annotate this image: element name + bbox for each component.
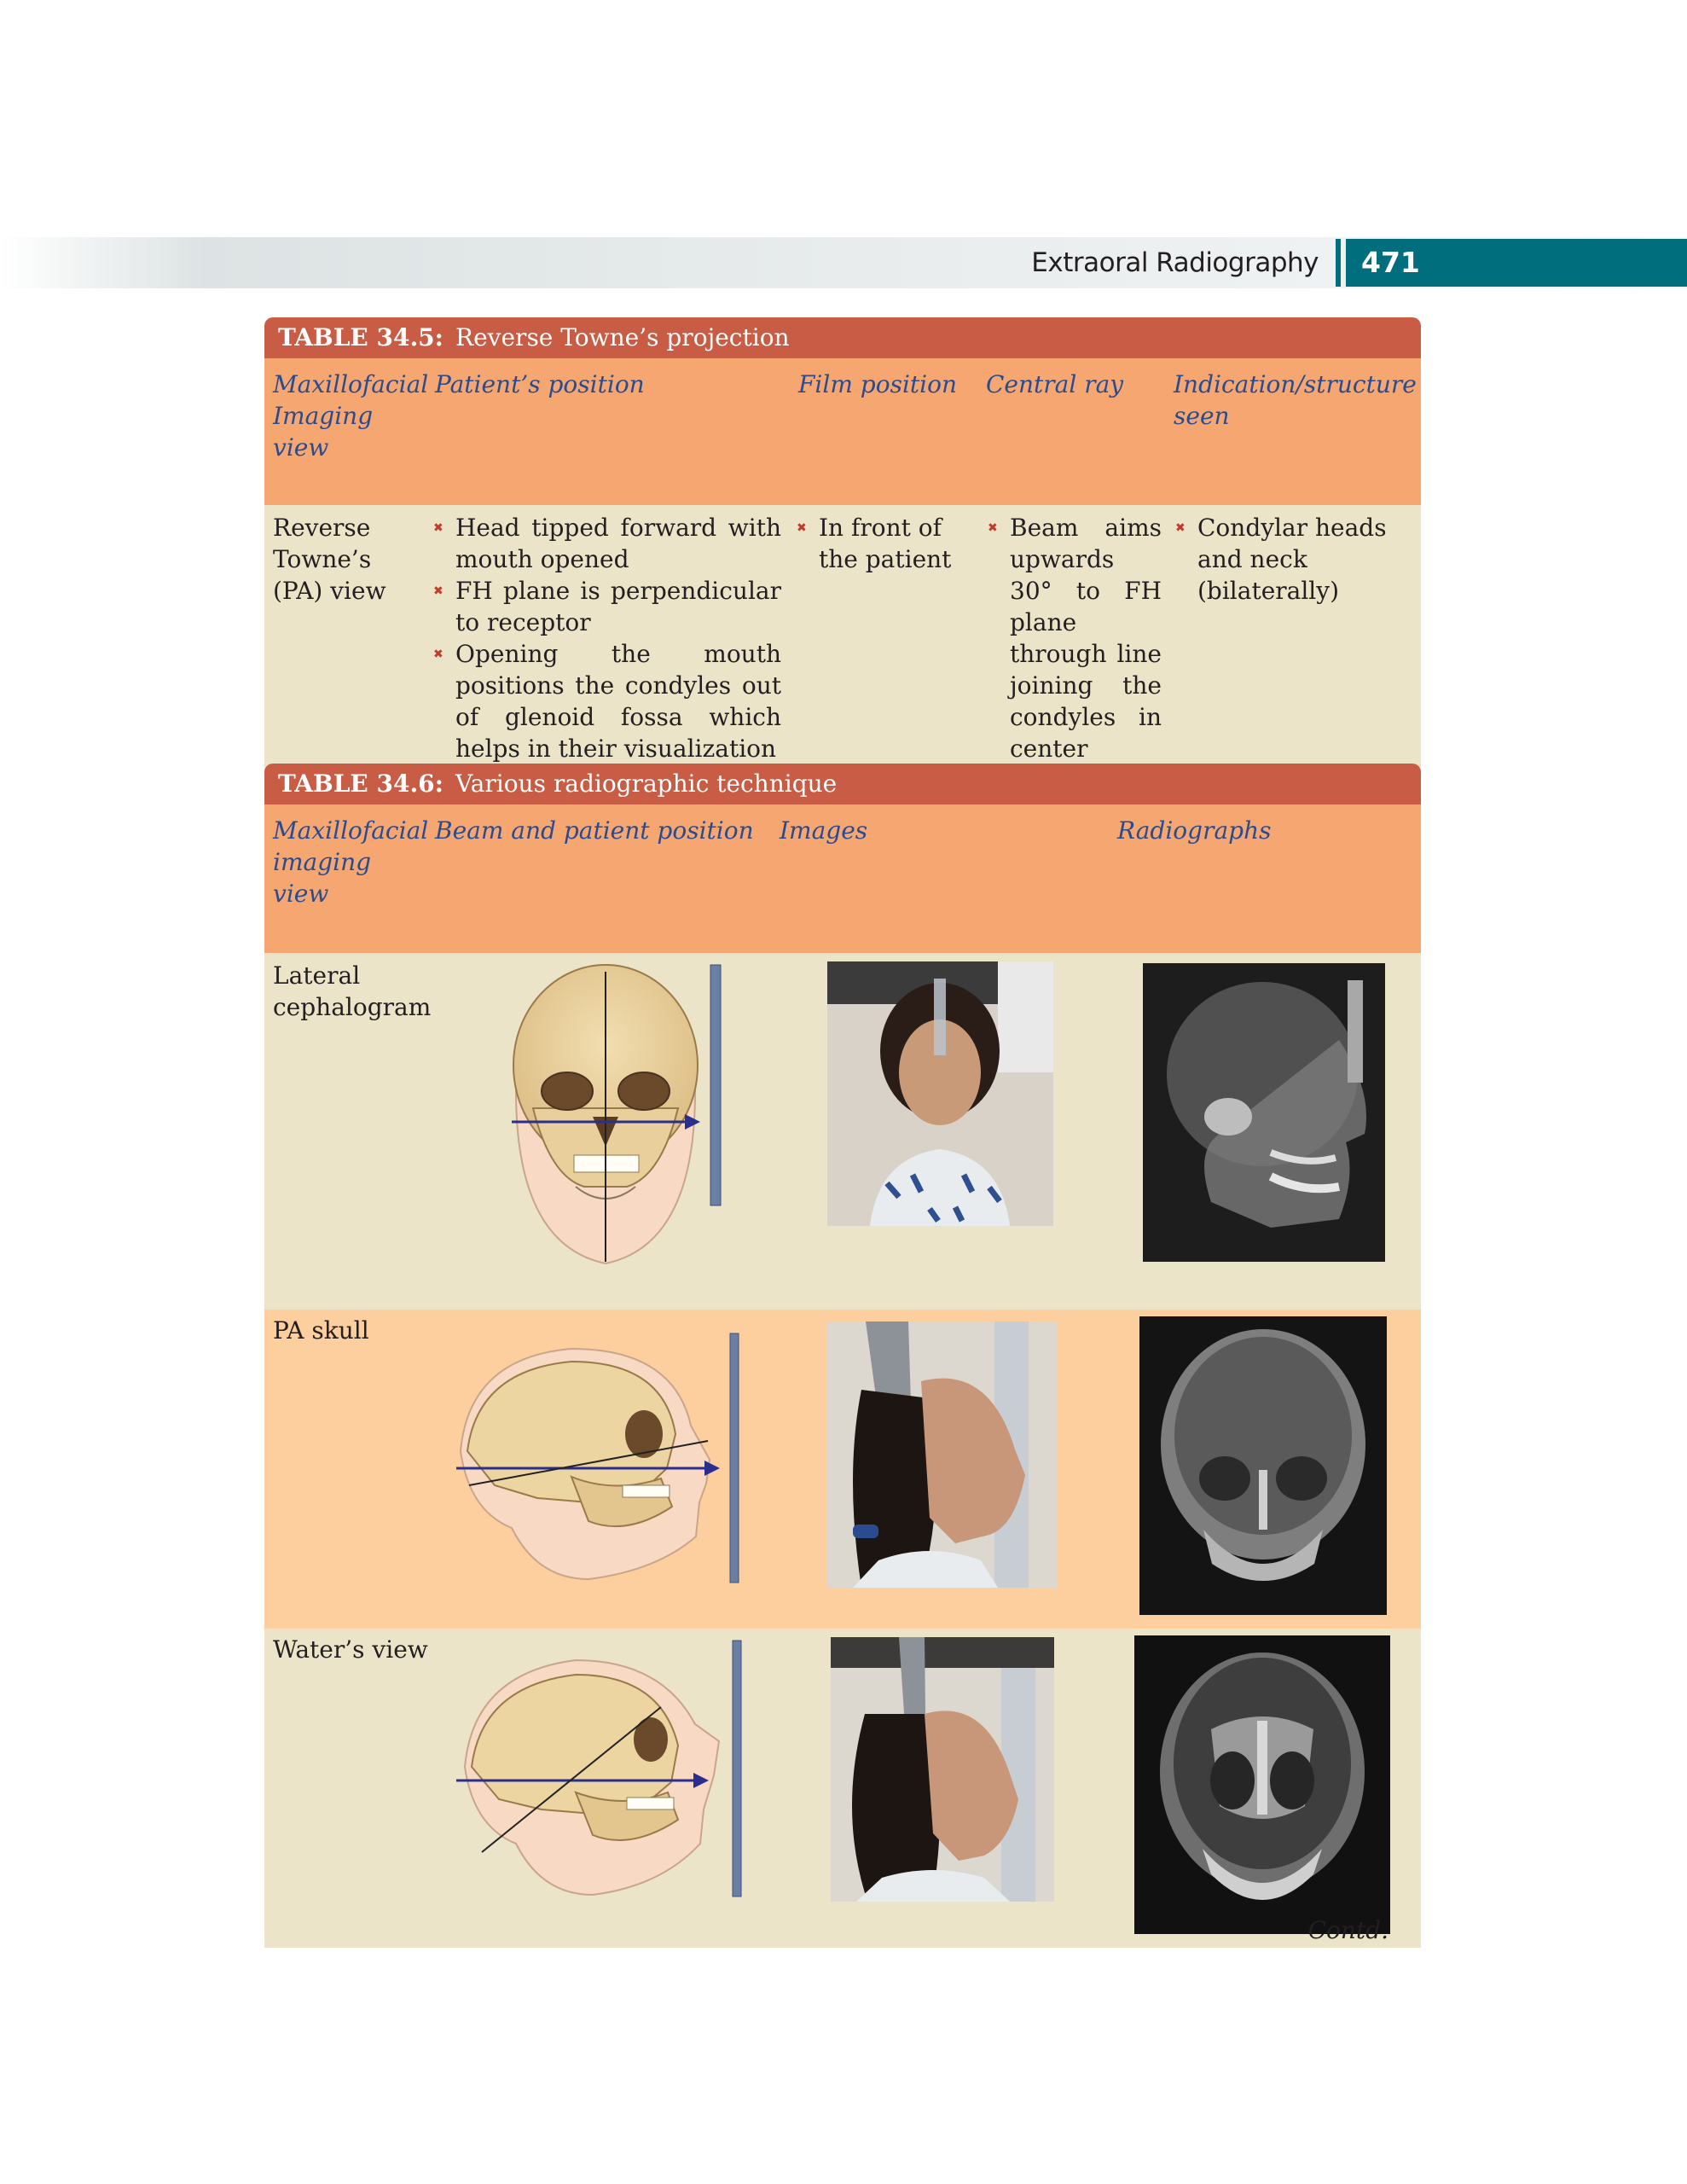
header-central-ray: Central ray [986,370,1124,398]
header-view: Maxillofacial Imaging view [273,370,429,462]
table-34-6 [264,764,1421,1948]
table-row [264,505,1421,773]
header-radiographs: Radiographs [1117,816,1272,845]
header-patient-position: Patient’s position [435,370,645,398]
table-caption: Reverse Towne’s projection [455,323,790,351]
waters-skull-illustration [448,1639,746,1905]
table-34-5 [264,317,1421,773]
list-item: ✖ Condylar heads and neck (bilaterally) [1174,512,1421,607]
table-row [264,1310,1421,1629]
table-header-row [264,358,1421,505]
running-header-title: Extraoral Radiography [1031,247,1319,278]
table-title-bar [264,317,1421,358]
cell-central-ray [986,512,1162,764]
cell-patient-position [432,512,781,764]
waters-view-radiograph [1134,1635,1390,1934]
cell-indication [1174,512,1421,607]
frontal-skull-illustration [482,963,729,1265]
pa-skull-radiograph [1139,1316,1387,1615]
table-title-bar [264,764,1421,804]
header-view: Maxillofacial imaging view [273,816,429,908]
table-label: TABLE 34.5: [278,323,444,351]
lateral-cephalogram-radiograph [1143,963,1385,1262]
cell-view: Lateral cephalogram [273,961,432,1021]
list-item: ✖ In front of the patient [795,512,976,575]
table-row [264,953,1421,1310]
lateral-skull-illustration [443,1332,742,1588]
list-item: ✖ Head tipped forward with mouth opened [432,512,781,575]
header-beam-position: Beam and patient position [435,816,754,845]
patient-frontal-photo [827,961,1053,1226]
header-images: Images [780,816,868,845]
patient-waters-photo [831,1637,1054,1902]
cell-film-position [795,512,976,575]
cell-view: Water’s view [273,1635,428,1664]
page-number: 471 [1361,246,1420,279]
list-item: ✖ Opening the mouth positions the condyles out of glenoid fossa which helps in their visualization [432,638,781,764]
cell-view: Reverse Towne’s (PA) view [273,514,386,605]
header-film-position: Film position [798,370,957,398]
list-item: ✖ FH plane is perpendicular to receptor [432,575,781,638]
table-row [264,1629,1421,1948]
table-header-row [264,804,1421,953]
table-caption: Various radiographic technique [455,770,838,798]
list-item: ✖ Beam aims upwards 30° to FH plane through line joining the condyles in center [986,512,1162,764]
header-indication: Indication/structure seen [1174,370,1417,430]
cell-view: PA skull [273,1316,369,1345]
continued-note: Contd. [1307,1916,1388,1944]
running-header-divider [1336,239,1341,287]
patient-pa-photo [827,1321,1058,1588]
table-label: TABLE 34.6: [278,770,444,798]
